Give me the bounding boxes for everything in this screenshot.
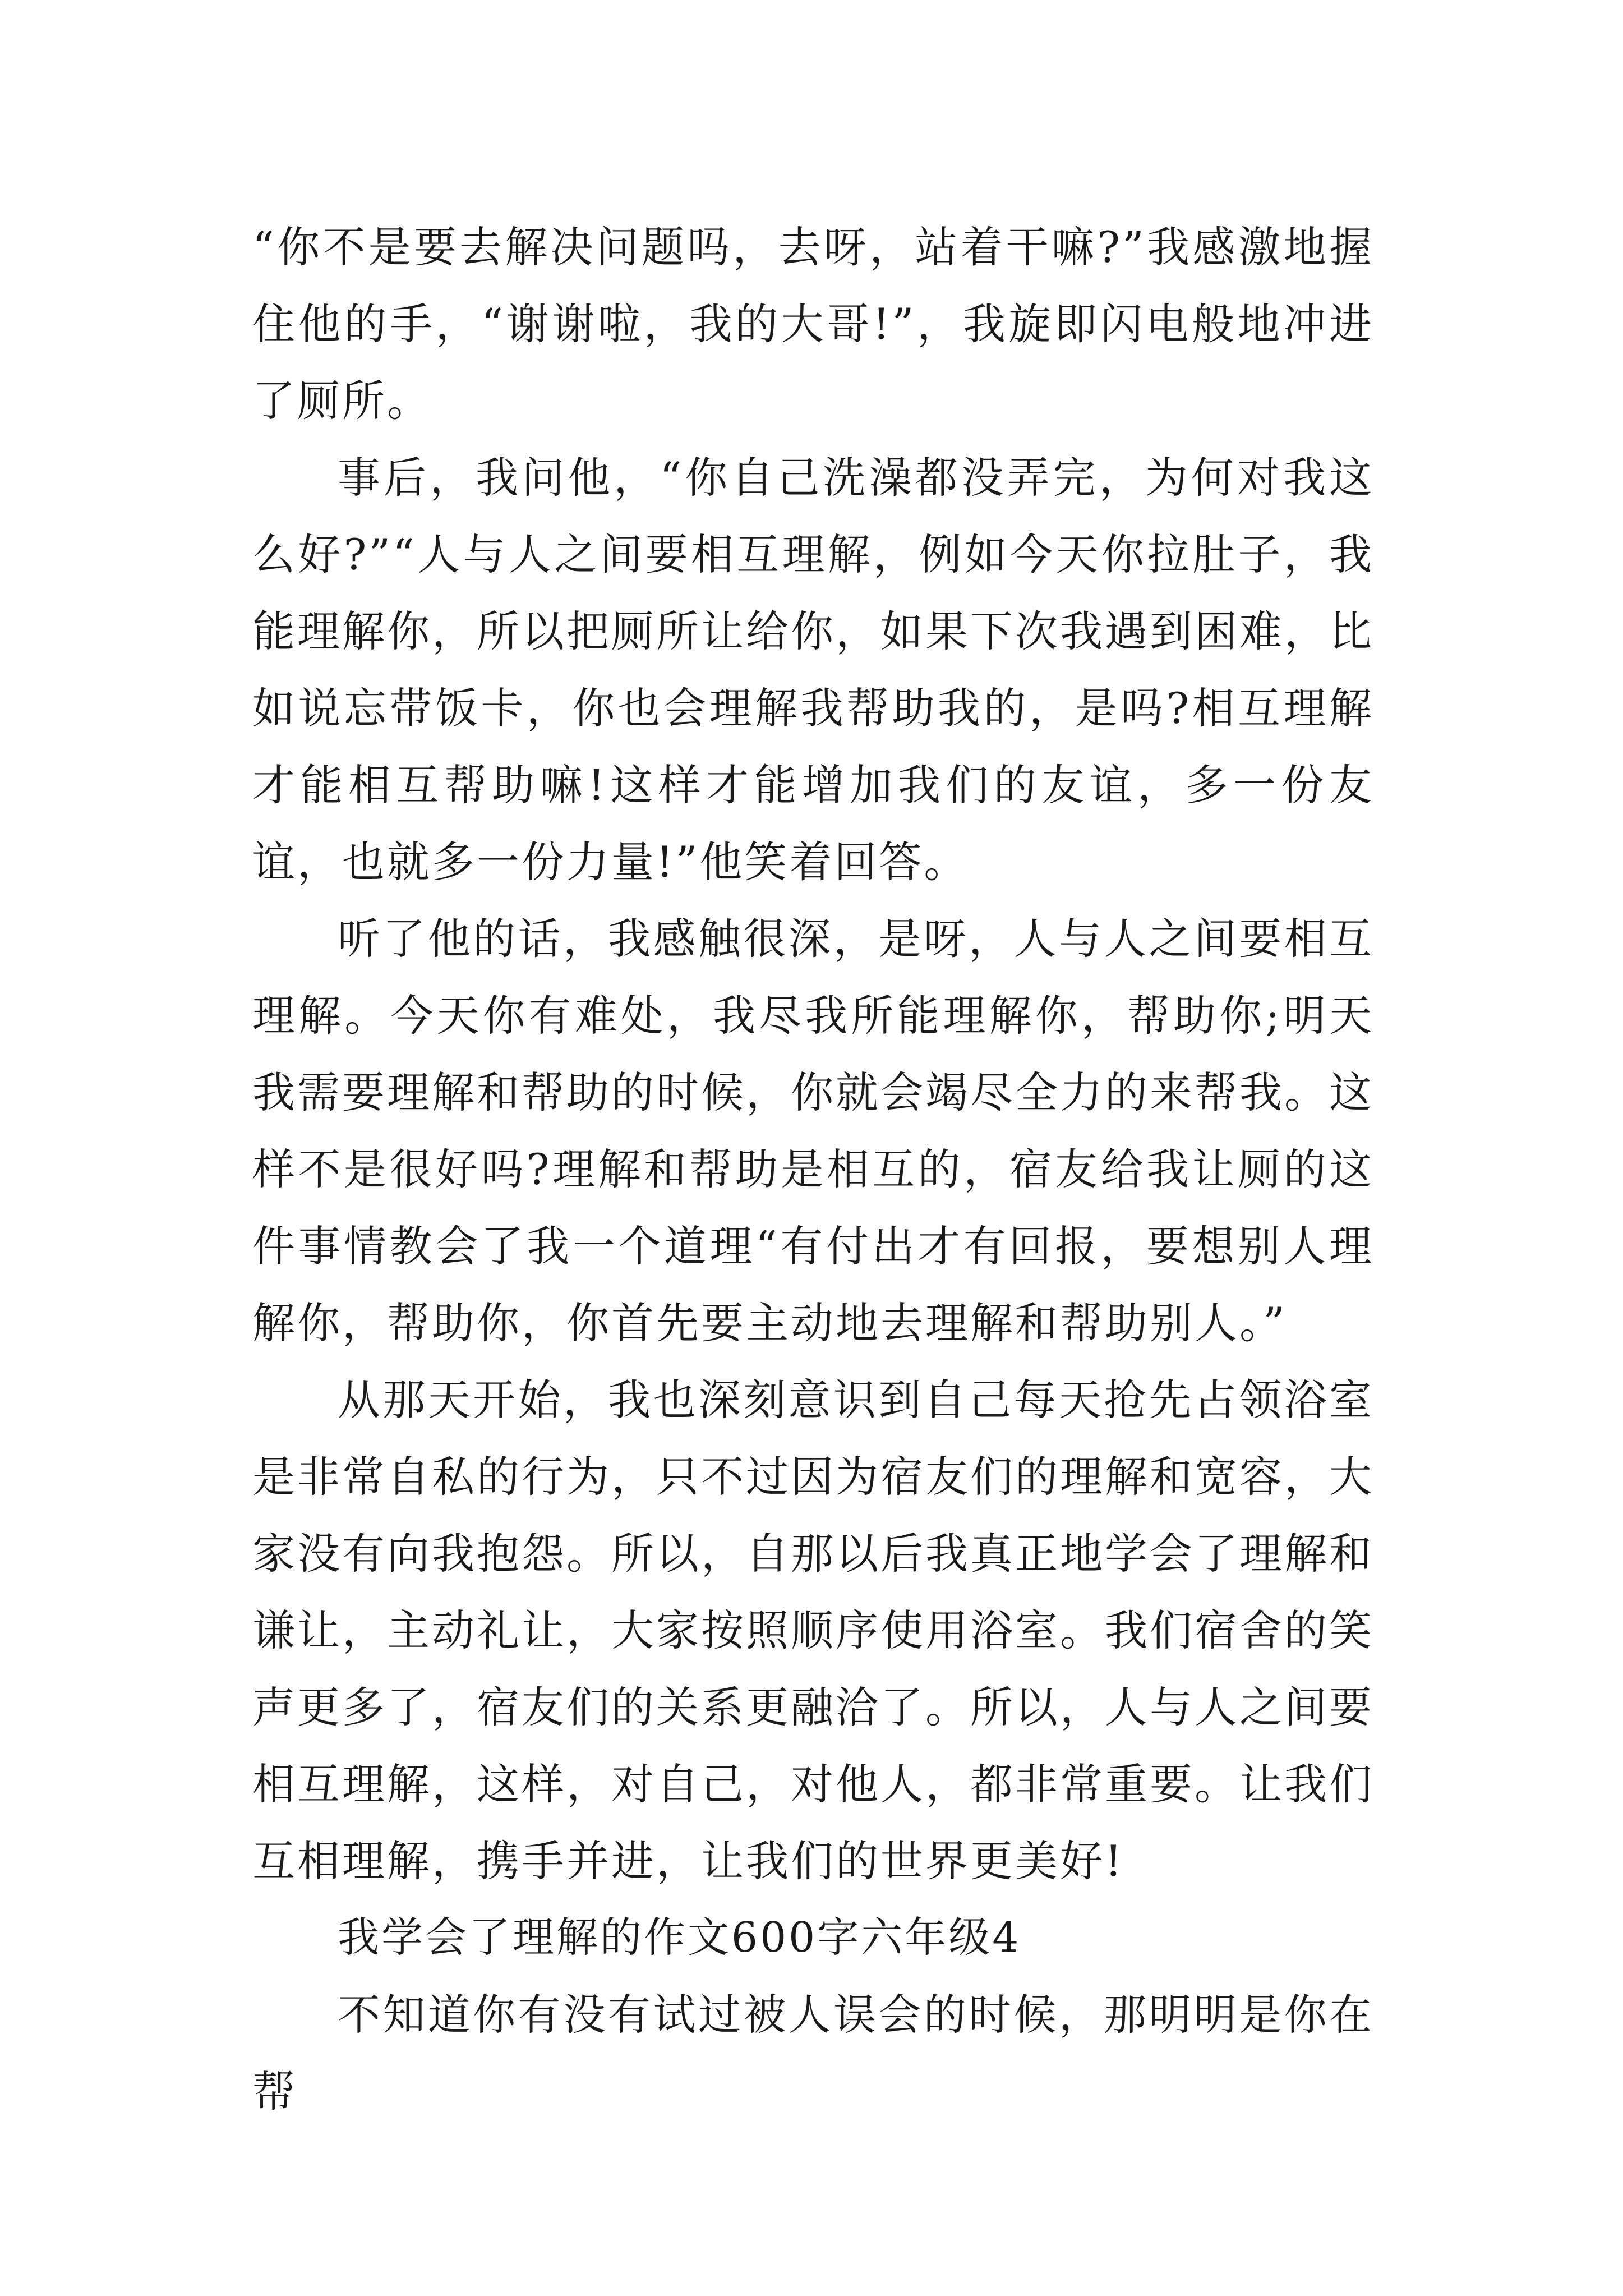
paragraph: 不知道你有没有试过被人误会的时候，那明明是你在帮 — [252, 1990, 1374, 2116]
paragraph: 听了他的话，我感触很深，是呀，人与人之间要相互理解。今天你有难处，我尽我所能理解你，帮助你;明天我需要理解和帮助的时候，你就会竭尽全力的来帮我。这样不是很好吗?理解和帮助是相互的，宿友给我让厕的这件事情教会了我一个道理“有付出才有回报，要想别人理解你，帮助你，你首先要主动地去理解和帮助别人。” — [252, 914, 1374, 1348]
paragraph: 从那天开始，我也深刻意识到自己每天抢先占领浴室是非常自私的行为，只不过因为宿友们的理解和宽容，大家没有向我抱怨。所以，自那以后我真正地学会了理解和谦让，主动礼让，大家按照顺序使用浴室。我们宿舍的笑声更多了，宿友们的关系更融洽了。所以，人与人之间要相互理解，这样，对自己，对他人，都非常重要。让我们互相理解，携手并进，让我们的世界更美好! — [252, 1375, 1374, 1886]
paragraph: “你不是要去解决问题吗，去呀，站着干嘛?”我感激地握住他的手，“谢谢啦，我的大哥!”，我旋即闪电般地冲进了厕所。 — [252, 222, 1374, 426]
document-body — [252, 209, 1374, 2130]
section-heading: 我学会了理解的作文600字六年级4 — [338, 1913, 1021, 1962]
paragraph: 事后，我问他，“你自己洗澡都没弄完，为何对我这么好?”“人与人之间要相互理解，例如今天你拉肚子，我能理解你，所以把厕所让给你，如果下次我遇到困难，比如说忘带饭卡，你也会理解我帮助我的，是吗?相互理解才能相互帮助嘛!这样才能增加我们的友谊，多一份友谊，也就多一份力量!”他笑着回答。 — [252, 453, 1374, 887]
